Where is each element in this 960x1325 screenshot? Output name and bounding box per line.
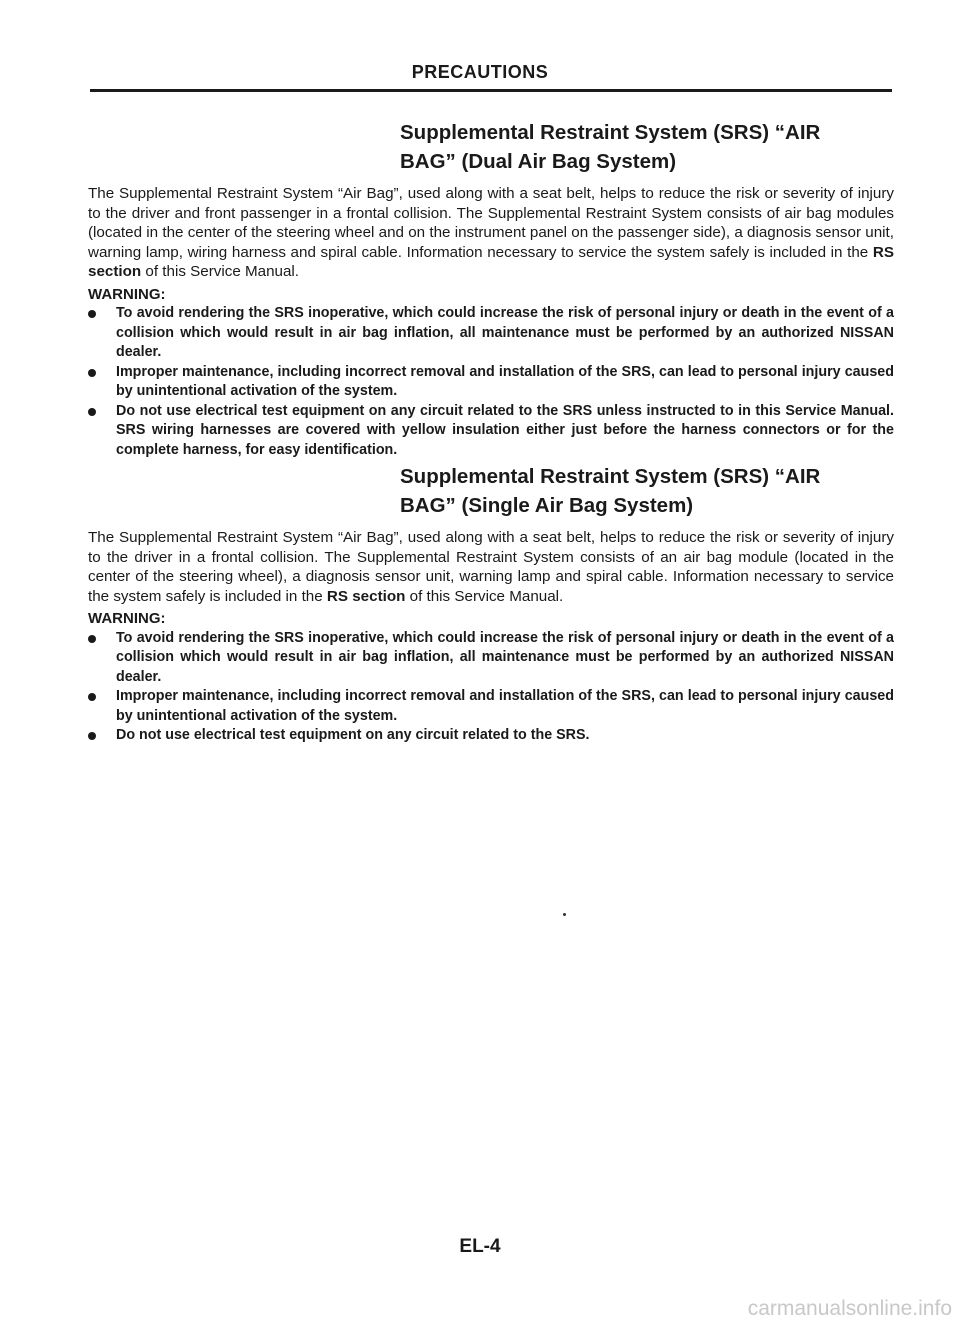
warning-text: Do not use electrical test equipment on any circuit related to the SRS unless instructed to in this Service Manual. SRS wiring harnesses are covered with yellow insulation either just before the harness connectors or for the complete harness, for easy identification. — [116, 402, 894, 458]
page-header-title: PRECAUTIONS — [411, 62, 549, 82]
section-title-line-2: BAG” (Single Air Bag System) — [400, 494, 694, 517]
section-title — [400, 462, 894, 520]
section-title-line-2: BAG” (Dual Air Bag System) — [400, 150, 677, 173]
section-single-air-bag — [88, 462, 894, 746]
section-intro-paragraph — [88, 528, 894, 606]
intro-text: The Supplemental Restraint System “Air Bag”, used along with a seat belt, helps to reduce the risk or severity of injury to the driver and front passenger in a frontal collision. The Supplemental Restraint System consists of air bag modules (located in the center of the steering wheel and on the instrument panel on the passenger side), a diagnosis sensor unit, warning lamp, wiring harness and spiral cable. Information necessary to service the system safely is included in the — [88, 185, 894, 261]
intro-text: The Supplemental Restraint System “Air Bag”, used along with a seat belt, helps to reduce the risk or severity of injury to the driver in a frontal collision. The Supplemental Restraint System consists of an air bag module (located in the center of the steering wheel), a diagnosis sensor unit, warning lamp and spiral cable. Information necessary to service the system safely is included in the — [88, 529, 894, 605]
warning-list — [88, 629, 894, 746]
warning-text: To avoid rendering the SRS inoperative, which could increase the risk of personal injury or death in the event of a collision which would result in air bag inflation, all maintenance must be performed by an authorized NISSAN dealer. — [116, 629, 894, 685]
warning-item — [88, 363, 894, 402]
section-dual-air-bag — [88, 118, 894, 460]
bullet-icon — [88, 310, 96, 318]
section-intro-paragraph — [88, 184, 894, 282]
bullet-icon — [88, 635, 96, 643]
warning-label: WARNING: — [88, 610, 166, 627]
scan-speck — [563, 913, 566, 916]
header-divider — [90, 89, 892, 92]
warning-text: Improper maintenance, including incorrect removal and installation of the SRS, can lead to personal injury caused by unintentional activation of the system. — [116, 363, 894, 399]
bullet-icon — [88, 369, 96, 377]
warning-item — [88, 687, 894, 726]
warning-list — [88, 304, 894, 460]
intro-bold-reference: RS section — [88, 243, 894, 280]
warning-item — [88, 726, 894, 746]
page-number: EL-4 — [459, 1236, 501, 1257]
section-title-line-1: Supplemental Restraint System (SRS) “AIR — [400, 121, 821, 144]
warning-item — [88, 304, 894, 363]
bullet-icon — [88, 693, 96, 701]
warning-label: WARNING: — [88, 285, 166, 303]
warning-item — [88, 402, 894, 461]
bullet-icon — [88, 408, 96, 416]
section-title-line-1: Supplemental Restraint System (SRS) “AIR — [400, 465, 821, 488]
section-title — [400, 118, 894, 176]
warning-text: Improper maintenance, including incorrect removal and installation of the SRS, can lead to personal injury caused by unintentional activation of the system. — [116, 688, 894, 724]
intro-bold-reference: RS section — [326, 587, 406, 605]
warning-text: Do not use electrical test equipment on any circuit related to the SRS. — [116, 727, 590, 743]
bullet-icon — [88, 732, 96, 740]
watermark: carmanualsonline.info — [747, 1297, 952, 1320]
intro-text-end: of this Service Manual. — [141, 263, 300, 280]
warning-text: To avoid rendering the SRS inoperative, which could increase the risk of personal injury or death in the event of a collision which would result in air bag inflation, all maintenance must be performed by an authorized NISSAN dealer. — [116, 305, 894, 360]
intro-text-end: of this Service Manual. — [405, 587, 564, 605]
warning-item — [88, 629, 894, 688]
